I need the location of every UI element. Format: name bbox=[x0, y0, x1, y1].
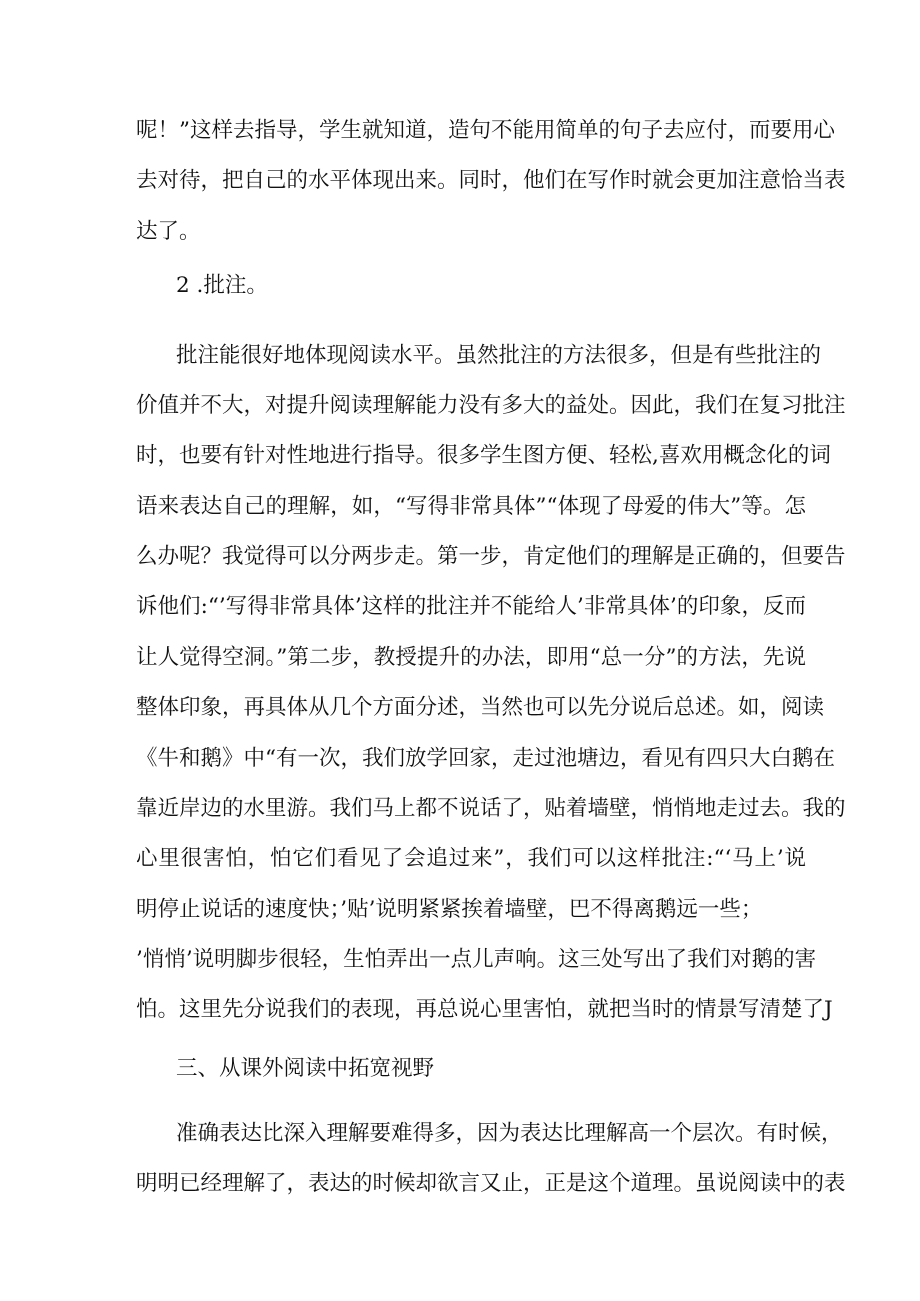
text-line: 心里很害怕，怕它们看见了会追过来”，我们可以这样批注:“‘马上’说 bbox=[136, 846, 806, 871]
text-line: 批注能很好地体现阅读水平。虽然批注的方法很多，但是有些批注的 bbox=[176, 343, 822, 368]
text-line: 去对待，把自己的水平体现出来。同时，他们在写作时就会更加注意恰当表 bbox=[136, 168, 846, 193]
text-line: 么办呢？我觉得可以分两步走。第一步，肯定他们的理解是正确的，但要告 bbox=[136, 544, 846, 569]
text-line: 时，也要有针对性地进行指导。很多学生图方便、轻松,喜欢用概念化的词 bbox=[136, 443, 831, 468]
text-line: 诉他们:“’写得非常具体’这样的批注并不能给人’非常具体’的印象，反而 bbox=[136, 594, 806, 619]
section-heading: 三、从课外阅读中拓宽视野 bbox=[176, 1056, 435, 1081]
text-line: 价值并不大，对提升阅读理解能力没有多大的益处。因此，我们在复习批注 bbox=[136, 393, 846, 418]
text-line: 《牛和鹅》中“有一次，我们放学回家，走过池塘边，看见有四只大白鹅在 bbox=[136, 746, 835, 771]
text-line: 达了。 bbox=[136, 219, 201, 244]
text-line: 整体印象，再具体从几个方面分述，当然也可以先分说后总述。如，阅读 bbox=[136, 695, 825, 720]
text-line: 呢！”这样去指导，学生就知道，造句不能用简单的句子去应付，而要用心 bbox=[136, 118, 835, 143]
text-line: 怕。这里先分说我们的表现，再总说心里害怕，就把当时的情景写清楚了J bbox=[136, 997, 833, 1022]
section-heading: 2 .批注。 bbox=[176, 273, 268, 298]
text-line: 明停止说话的速度快；’贴’说明紧紧挨着墙壁，巴不得离鹅远一些； bbox=[136, 897, 763, 922]
text-line: 明明已经理解了，表达的时候却欲言又止，正是这个道理。虽说阅读中的表 bbox=[136, 1171, 846, 1196]
text-line: 靠近岸边的水里游。我们马上都不说话了，贴着墙壁，悄悄地走过去。我的 bbox=[136, 796, 846, 821]
text-line: 准确表达比深入理解要难得多，因为表达比理解高一个层次。有时候， bbox=[176, 1121, 843, 1146]
text-line: 语来表达自己的理解，如，“写得非常具体”“体现了母爱的伟大”等。怎 bbox=[136, 494, 806, 519]
text-line: 让人觉得空洞。”第二步，教授提升的办法，即用“总一分”的方法，先说 bbox=[136, 645, 806, 670]
text-line: ’悄悄’说明脚步很轻，生怕弄出一点儿声响。这三处写出了我们对鹅的害 bbox=[136, 947, 817, 972]
